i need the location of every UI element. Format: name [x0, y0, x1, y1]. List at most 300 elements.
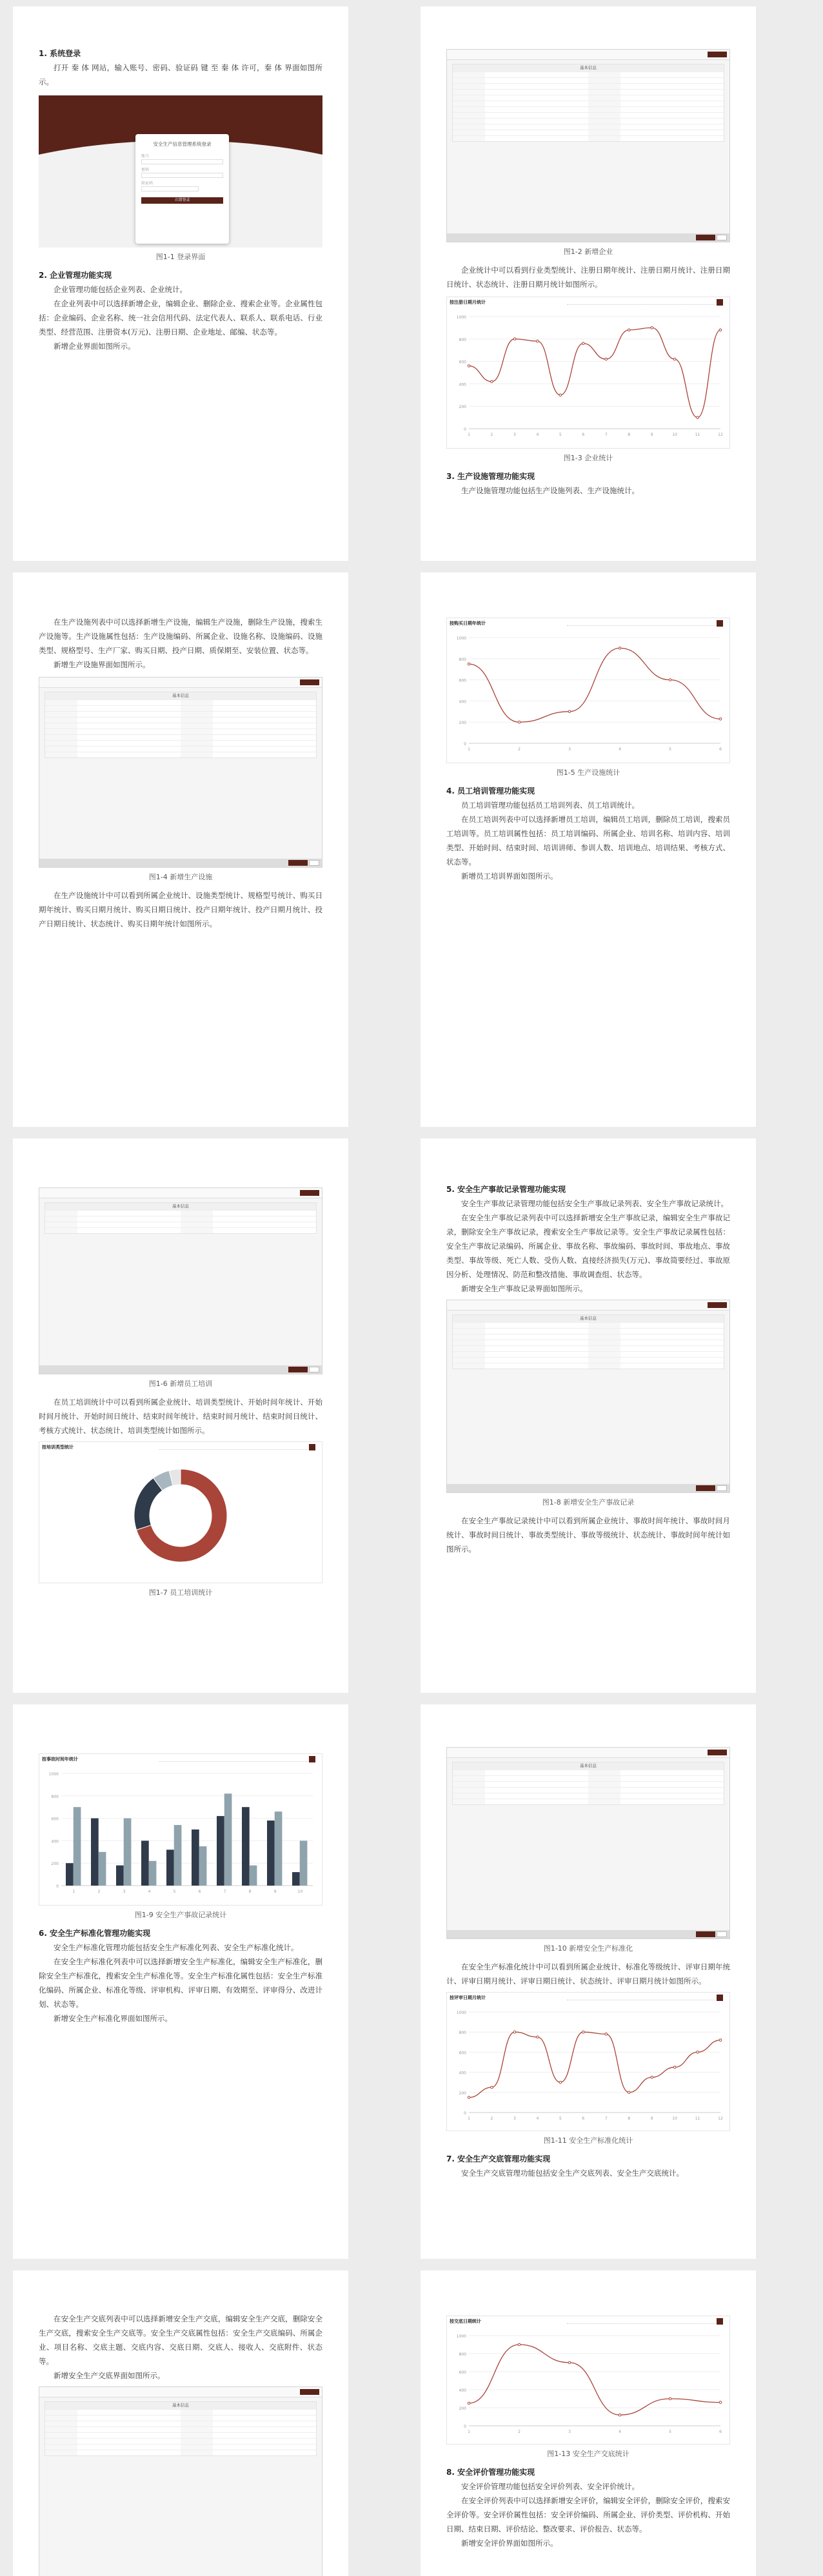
y-tick-label: 0: [464, 2425, 466, 2429]
x-tick-label: 7: [604, 2116, 608, 2121]
doc-page-10: [421, 2270, 756, 2576]
back-button[interactable]: [300, 1190, 319, 1196]
x-tick-label: 7: [223, 1889, 226, 1894]
x-tick-label: 11: [695, 2116, 700, 2121]
field-label: [45, 717, 77, 723]
y-tick-label: 400: [459, 699, 466, 705]
back-button[interactable]: [708, 1302, 727, 1308]
field-input[interactable]: [77, 706, 181, 711]
form-row: [453, 118, 724, 124]
field-label: [453, 90, 485, 95]
data-point: [468, 2096, 470, 2099]
form-screenshot: [39, 1187, 322, 1374]
field-input[interactable]: [485, 136, 588, 141]
line-chart: [447, 307, 729, 443]
search-icon[interactable]: [717, 299, 723, 306]
field-input[interactable]: [77, 2444, 181, 2450]
form-screenshot: [446, 49, 730, 242]
field-input[interactable]: [485, 1352, 588, 1357]
bar: [74, 1807, 81, 1886]
paragraph: 新增企业界面如图所示。: [54, 342, 135, 351]
chart-title: 按注册日期月统计: [450, 300, 486, 305]
field-label: [45, 2427, 77, 2432]
field-label: [588, 130, 620, 135]
doc-page-3: [13, 572, 348, 1127]
doc-page-2: [421, 6, 756, 561]
field-input[interactable]: [620, 101, 724, 106]
field-label: [588, 1799, 620, 1804]
figure-caption: 图1-13 安全生产交底统计: [547, 2450, 630, 2458]
field-label: [453, 124, 485, 130]
data-point: [669, 2397, 671, 2400]
form-screenshot: [446, 1747, 730, 1939]
field-label: [181, 1228, 213, 1233]
field-input[interactable]: [620, 84, 724, 89]
x-tick-label: 4: [536, 433, 539, 437]
y-tick-label: 1000: [456, 2011, 466, 2015]
field-input[interactable]: [77, 746, 181, 752]
paragraph: 在企业列表中可以选择新增企业，编辑企业、删除企业、搜索企业等。企业属性包括：企业编码、企业名称、统一社会信用代码、法定代表人、联系人、联系电话、行业类型、经营范围、注册资本(万元)、注册日期、企业地址、邮编、状态等。: [39, 299, 322, 337]
field-label: [588, 84, 620, 89]
form-box: [452, 1762, 724, 1805]
field-label: [181, 700, 213, 705]
field-label: [453, 1788, 485, 1793]
field-input[interactable]: [620, 1358, 724, 1363]
doc-page-6: [421, 1138, 756, 1693]
field-label: [181, 2421, 213, 2426]
field-input[interactable]: [620, 72, 724, 77]
field-label: [588, 1358, 620, 1363]
field-input[interactable]: [213, 723, 316, 728]
data-point: [719, 717, 722, 720]
figure-caption: 图1-1 登录界面: [155, 253, 206, 261]
field-input[interactable]: [77, 1222, 181, 1227]
field-input[interactable]: [77, 2450, 181, 2455]
field-input[interactable]: [620, 1770, 724, 1775]
back-button[interactable]: [300, 2389, 319, 2395]
field-input[interactable]: [485, 113, 588, 118]
back-button[interactable]: [708, 1750, 727, 1755]
form-row: [453, 1351, 724, 1357]
y-tick-label: 800: [459, 657, 466, 662]
data-point: [605, 2033, 608, 2036]
field-input[interactable]: [77, 723, 181, 728]
field-label: [181, 706, 213, 711]
field-label: [453, 107, 485, 112]
data-point: [719, 2401, 722, 2404]
submit-button[interactable]: [288, 1367, 308, 1372]
field-input[interactable]: [620, 78, 724, 83]
field-label: [588, 1782, 620, 1787]
form-row: [453, 1322, 724, 1328]
field-input[interactable]: [485, 1358, 588, 1363]
field-label: [45, 712, 77, 717]
field-input[interactable]: [77, 1211, 181, 1216]
form-screenshot: [446, 1300, 730, 1493]
section-heading: 5. 安全生产事故记录管理功能实现: [446, 1185, 566, 1194]
field-input[interactable]: [213, 752, 316, 757]
field-input[interactable]: [213, 1211, 316, 1216]
field-input[interactable]: [213, 706, 316, 711]
field-input[interactable]: [620, 1776, 724, 1781]
field-input[interactable]: [485, 1323, 588, 1328]
search-icon[interactable]: [309, 1756, 315, 1762]
field-input[interactable]: [77, 2427, 181, 2432]
field-input[interactable]: [213, 2421, 316, 2426]
submit-button[interactable]: [696, 235, 715, 240]
y-tick-label: 600: [459, 2051, 466, 2056]
bar: [166, 1849, 174, 1886]
chart-frame: [39, 1441, 322, 1583]
form-row: [45, 2426, 316, 2432]
paragraph: 新增生产设施界面如图所示。: [54, 660, 150, 669]
field-label: [588, 1334, 620, 1340]
field-input[interactable]: [213, 2444, 316, 2450]
field-input[interactable]: [77, 741, 181, 746]
back-button[interactable]: [300, 679, 319, 685]
field-input[interactable]: [485, 1340, 588, 1345]
field-input[interactable]: [620, 119, 724, 124]
field-input[interactable]: [485, 1346, 588, 1351]
field-input[interactable]: [77, 2439, 181, 2444]
field-label: [181, 1211, 213, 1216]
field-input[interactable]: [620, 1793, 724, 1799]
search-icon[interactable]: [309, 1444, 315, 1450]
x-tick-label: 1: [468, 747, 470, 752]
y-tick-label: 600: [51, 1817, 59, 1822]
x-tick-label: 8: [628, 2116, 631, 2121]
bar: [275, 1811, 283, 1886]
y-tick-label: 800: [51, 1794, 59, 1799]
doc-page-7: [13, 1704, 348, 2259]
field-input[interactable]: [620, 90, 724, 95]
search-icon[interactable]: [717, 620, 723, 627]
field-label: [45, 2433, 77, 2438]
field-input[interactable]: [620, 1352, 724, 1357]
chart-title: 按培训类型统计: [42, 1445, 74, 1450]
field-input[interactable]: [485, 1788, 588, 1793]
data-point: [651, 327, 653, 329]
field-input[interactable]: [213, 746, 316, 752]
field-label: [453, 95, 485, 101]
captcha-input[interactable]: [141, 186, 199, 191]
field-input[interactable]: [620, 1329, 724, 1334]
field-input[interactable]: [620, 1323, 724, 1328]
search-icon[interactable]: [717, 1995, 723, 2001]
form-row: [45, 728, 316, 734]
field-input[interactable]: [485, 124, 588, 130]
field-label: [45, 735, 77, 740]
data-point: [468, 2402, 470, 2405]
form-row: [453, 1775, 724, 1781]
field-input[interactable]: [620, 1346, 724, 1351]
x-tick-label: 5: [669, 747, 671, 752]
field-label: [453, 1776, 485, 1781]
field-label: [181, 735, 213, 740]
figure-caption: 图1-8 新增安全生产事故记录: [542, 1498, 635, 1507]
form-row: [453, 1357, 724, 1363]
line-chart: [447, 629, 729, 757]
password-input[interactable]: [141, 173, 223, 178]
form-row: [453, 1799, 724, 1804]
field-input[interactable]: [213, 741, 316, 746]
form-row: [453, 124, 724, 130]
field-label: [45, 741, 77, 746]
data-point: [491, 380, 493, 383]
y-tick-label: 800: [459, 2352, 466, 2357]
field-input[interactable]: [77, 712, 181, 717]
field-input[interactable]: [485, 78, 588, 83]
reset-button[interactable]: [717, 235, 727, 240]
bar: [242, 1807, 250, 1886]
field-input[interactable]: [485, 84, 588, 89]
field-input[interactable]: [213, 729, 316, 734]
x-tick-label: 4: [619, 747, 621, 752]
x-tick-label: 10: [297, 1889, 303, 1894]
field-label: [588, 72, 620, 77]
field-label: [45, 729, 77, 734]
field-input[interactable]: [620, 124, 724, 130]
form-row: [453, 101, 724, 106]
field-label: [45, 1222, 77, 1227]
field-input[interactable]: [77, 1228, 181, 1233]
form-row: [453, 112, 724, 118]
paragraph: 在员工培训统计中可以看到所属企业统计、培训类型统计、开始时间年统计、开始时间月统计、开始时间日统计、结束时间年统计、结束时间月统计、结束时间日统计、考核方式统计、状态统计、培训类型统计如图所示。: [39, 1398, 322, 1435]
field-input[interactable]: [485, 72, 588, 77]
field-input[interactable]: [620, 1788, 724, 1793]
form-row: [453, 1787, 724, 1793]
field-input[interactable]: [485, 107, 588, 112]
field-input[interactable]: [620, 1363, 724, 1369]
field-label: [181, 2439, 213, 2444]
field-input[interactable]: [77, 735, 181, 740]
data-point: [513, 2031, 516, 2033]
field-input[interactable]: [213, 1216, 316, 1222]
chart-frame: [446, 618, 730, 763]
field-label: [181, 741, 213, 746]
bar: [224, 1793, 232, 1886]
reset-button[interactable]: [717, 1485, 727, 1491]
pie-slice: [134, 1478, 163, 1530]
figure-caption: 图1-7 员工培训统计: [148, 1588, 213, 1597]
field-input[interactable]: [485, 101, 588, 106]
paragraph: 在安全生产事故记录列表中可以选择新增安全生产事故记录，编辑安全生产事故记录，删除安全生产事故记录，搜索安全生产事故记录等。安全生产事故记录属性包括：安全生产事故记录编码、所属企业、事故名称、事故编码、事故时间、事故地点、事故类型、事故等级、死亡人数、受伤人数、直接经济损失(万元)、事故简要经过、事故原因分析、处理情况、防范和整改措施、事故调查组、状态等。: [446, 1213, 730, 1279]
field-input[interactable]: [77, 717, 181, 723]
field-input[interactable]: [77, 752, 181, 757]
section-heading: 4. 员工培训管理功能实现: [446, 786, 535, 795]
field-label: [588, 95, 620, 101]
data-point: [582, 342, 584, 345]
bar: [300, 1840, 308, 1886]
data-point: [628, 329, 630, 331]
field-input[interactable]: [77, 2410, 181, 2415]
field-input[interactable]: [485, 90, 588, 95]
chart-frame: [39, 1753, 322, 1906]
bar: [91, 1819, 99, 1886]
field-input[interactable]: [213, 2439, 316, 2444]
field-input[interactable]: [77, 2433, 181, 2438]
chart-frame: [446, 1992, 730, 2131]
bar: [66, 1863, 74, 1886]
submit-button[interactable]: [696, 1931, 715, 1937]
form-box: [452, 1314, 724, 1369]
x-tick-label: 6: [582, 433, 585, 437]
field-input[interactable]: [485, 1334, 588, 1340]
doc-page-1: [13, 6, 348, 561]
x-tick-label: 6: [719, 2430, 722, 2434]
data-point: [619, 2414, 621, 2416]
paragraph: 新增员工培训界面如图所示。: [461, 872, 558, 881]
y-tick-label: 1000: [456, 636, 466, 641]
field-input[interactable]: [620, 1782, 724, 1787]
field-input[interactable]: [485, 1363, 588, 1369]
field-input[interactable]: [213, 1222, 316, 1227]
field-label: [588, 1346, 620, 1351]
field-input[interactable]: [77, 729, 181, 734]
back-button[interactable]: [708, 52, 727, 57]
data-point: [697, 2051, 699, 2054]
field-label: [588, 101, 620, 106]
bar-chart: [39, 1764, 322, 1900]
field-input[interactable]: [485, 95, 588, 101]
field-input[interactable]: [620, 1334, 724, 1340]
field-input[interactable]: [485, 130, 588, 135]
field-input[interactable]: [213, 712, 316, 717]
bar: [250, 1866, 257, 1886]
field-input[interactable]: [620, 107, 724, 112]
bar: [292, 1872, 300, 1886]
field-input[interactable]: [213, 2415, 316, 2421]
x-tick-label: 1: [468, 433, 470, 437]
field-input[interactable]: [485, 119, 588, 124]
y-tick-label: 400: [459, 2388, 466, 2393]
field-input[interactable]: [213, 2410, 316, 2415]
field-label: [181, 752, 213, 757]
reset-button[interactable]: [309, 1367, 319, 1372]
paragraph: 企业统计中可以看到行业类型统计、注册日期年统计、注册日期月统计、注册日期日统计、状态统计、注册日期月统计如图所示。: [446, 266, 730, 289]
field-label: [588, 1788, 620, 1793]
field-input[interactable]: [485, 1776, 588, 1781]
form-screenshot: [39, 677, 322, 868]
field-input[interactable]: [620, 95, 724, 101]
field-input[interactable]: [213, 735, 316, 740]
y-tick-label: 400: [459, 2071, 466, 2076]
field-input[interactable]: [485, 1799, 588, 1804]
field-label: [453, 1323, 485, 1328]
field-input[interactable]: [485, 1793, 588, 1799]
bar: [99, 1852, 106, 1886]
paragraph: 在安全评价列表中可以选择新增安全评价，编辑安全评价，删除安全评价，搜索安全评价等。安全评价属性包括：安全评价编码、所属企业、评价类型、评价机构、开始日期、结束日期、评价结论、整改要求、评价报告、状态等。: [446, 2496, 730, 2533]
reset-button[interactable]: [309, 860, 319, 866]
field-label: [588, 1340, 620, 1345]
reset-button[interactable]: [717, 1931, 727, 1937]
field-input[interactable]: [213, 1228, 316, 1233]
field-input[interactable]: [213, 700, 316, 705]
field-label: [181, 2415, 213, 2421]
form-row: [453, 1770, 724, 1775]
series-line: [469, 2345, 720, 2415]
x-tick-label: 11: [695, 433, 700, 437]
field-input[interactable]: [213, 2427, 316, 2432]
field-label: [45, 2421, 77, 2426]
bar: [149, 1861, 157, 1886]
data-point: [518, 721, 521, 723]
y-tick-label: 800: [459, 337, 466, 342]
field-label: [588, 1793, 620, 1799]
field-input[interactable]: [620, 1340, 724, 1345]
field-input[interactable]: [620, 113, 724, 118]
field-label: [588, 1323, 620, 1328]
field-label: [453, 78, 485, 83]
form-row: [453, 106, 724, 112]
chart-title: 按评审日期月统计: [450, 1995, 486, 2000]
field-input[interactable]: [485, 1782, 588, 1787]
field-input[interactable]: [620, 136, 724, 141]
submit-button[interactable]: [288, 860, 308, 866]
x-tick-label: 12: [718, 2116, 723, 2121]
field-input[interactable]: [485, 1329, 588, 1334]
x-tick-label: 2: [490, 433, 493, 437]
form-row: [453, 1328, 724, 1334]
form-row: [45, 711, 316, 717]
field-input[interactable]: [213, 717, 316, 723]
login-button[interactable]: 立即登录: [141, 197, 223, 204]
field-label: [453, 1358, 485, 1363]
paragraph: 企业管理功能包括企业列表、企业统计。: [54, 285, 187, 294]
x-tick-label: 9: [273, 1889, 277, 1894]
field-input[interactable]: [485, 1770, 588, 1775]
figure-caption: 图1-11 安全生产标准化统计: [543, 2136, 633, 2145]
x-tick-label: 1: [72, 1889, 75, 1894]
field-input[interactable]: [77, 1216, 181, 1222]
y-tick-label: 600: [459, 360, 466, 365]
series-line: [469, 2032, 720, 2097]
field-input[interactable]: [77, 2415, 181, 2421]
field-input[interactable]: [213, 2433, 316, 2438]
form-row: [453, 1781, 724, 1787]
field-label: [45, 746, 77, 752]
chart-title: 按事故时间年统计: [42, 1757, 78, 1762]
field-label: [45, 2439, 77, 2444]
search-icon[interactable]: [717, 2318, 723, 2325]
form-row: [45, 1222, 316, 1227]
paragraph: 新增安全评价界面如图所示。: [461, 2539, 558, 2548]
username-input[interactable]: [141, 159, 223, 164]
field-input[interactable]: [620, 130, 724, 135]
y-tick-label: 1000: [48, 1772, 59, 1777]
field-input[interactable]: [77, 700, 181, 705]
field-label: [181, 2427, 213, 2432]
field-input[interactable]: [620, 1799, 724, 1804]
x-tick-label: 2: [97, 1889, 101, 1894]
figure-caption: 图1-2 新增企业: [563, 248, 613, 256]
form-row: [453, 1363, 724, 1369]
field-label: [45, 1216, 77, 1222]
y-tick-label: 200: [459, 2091, 466, 2096]
paragraph: 新增安全生产事故记录界面如图所示。: [461, 1284, 588, 1293]
field-input[interactable]: [213, 2450, 316, 2455]
password-label: 密码: [141, 168, 150, 172]
x-tick-label: 3: [513, 433, 516, 437]
field-label: [181, 2410, 213, 2415]
submit-button[interactable]: [696, 1485, 715, 1491]
field-label: [588, 1776, 620, 1781]
form-row: [45, 1210, 316, 1216]
y-tick-label: 1000: [456, 2334, 466, 2339]
field-label: [181, 717, 213, 723]
captcha-label: 验证码: [141, 181, 154, 186]
field-input[interactable]: [77, 2421, 181, 2426]
